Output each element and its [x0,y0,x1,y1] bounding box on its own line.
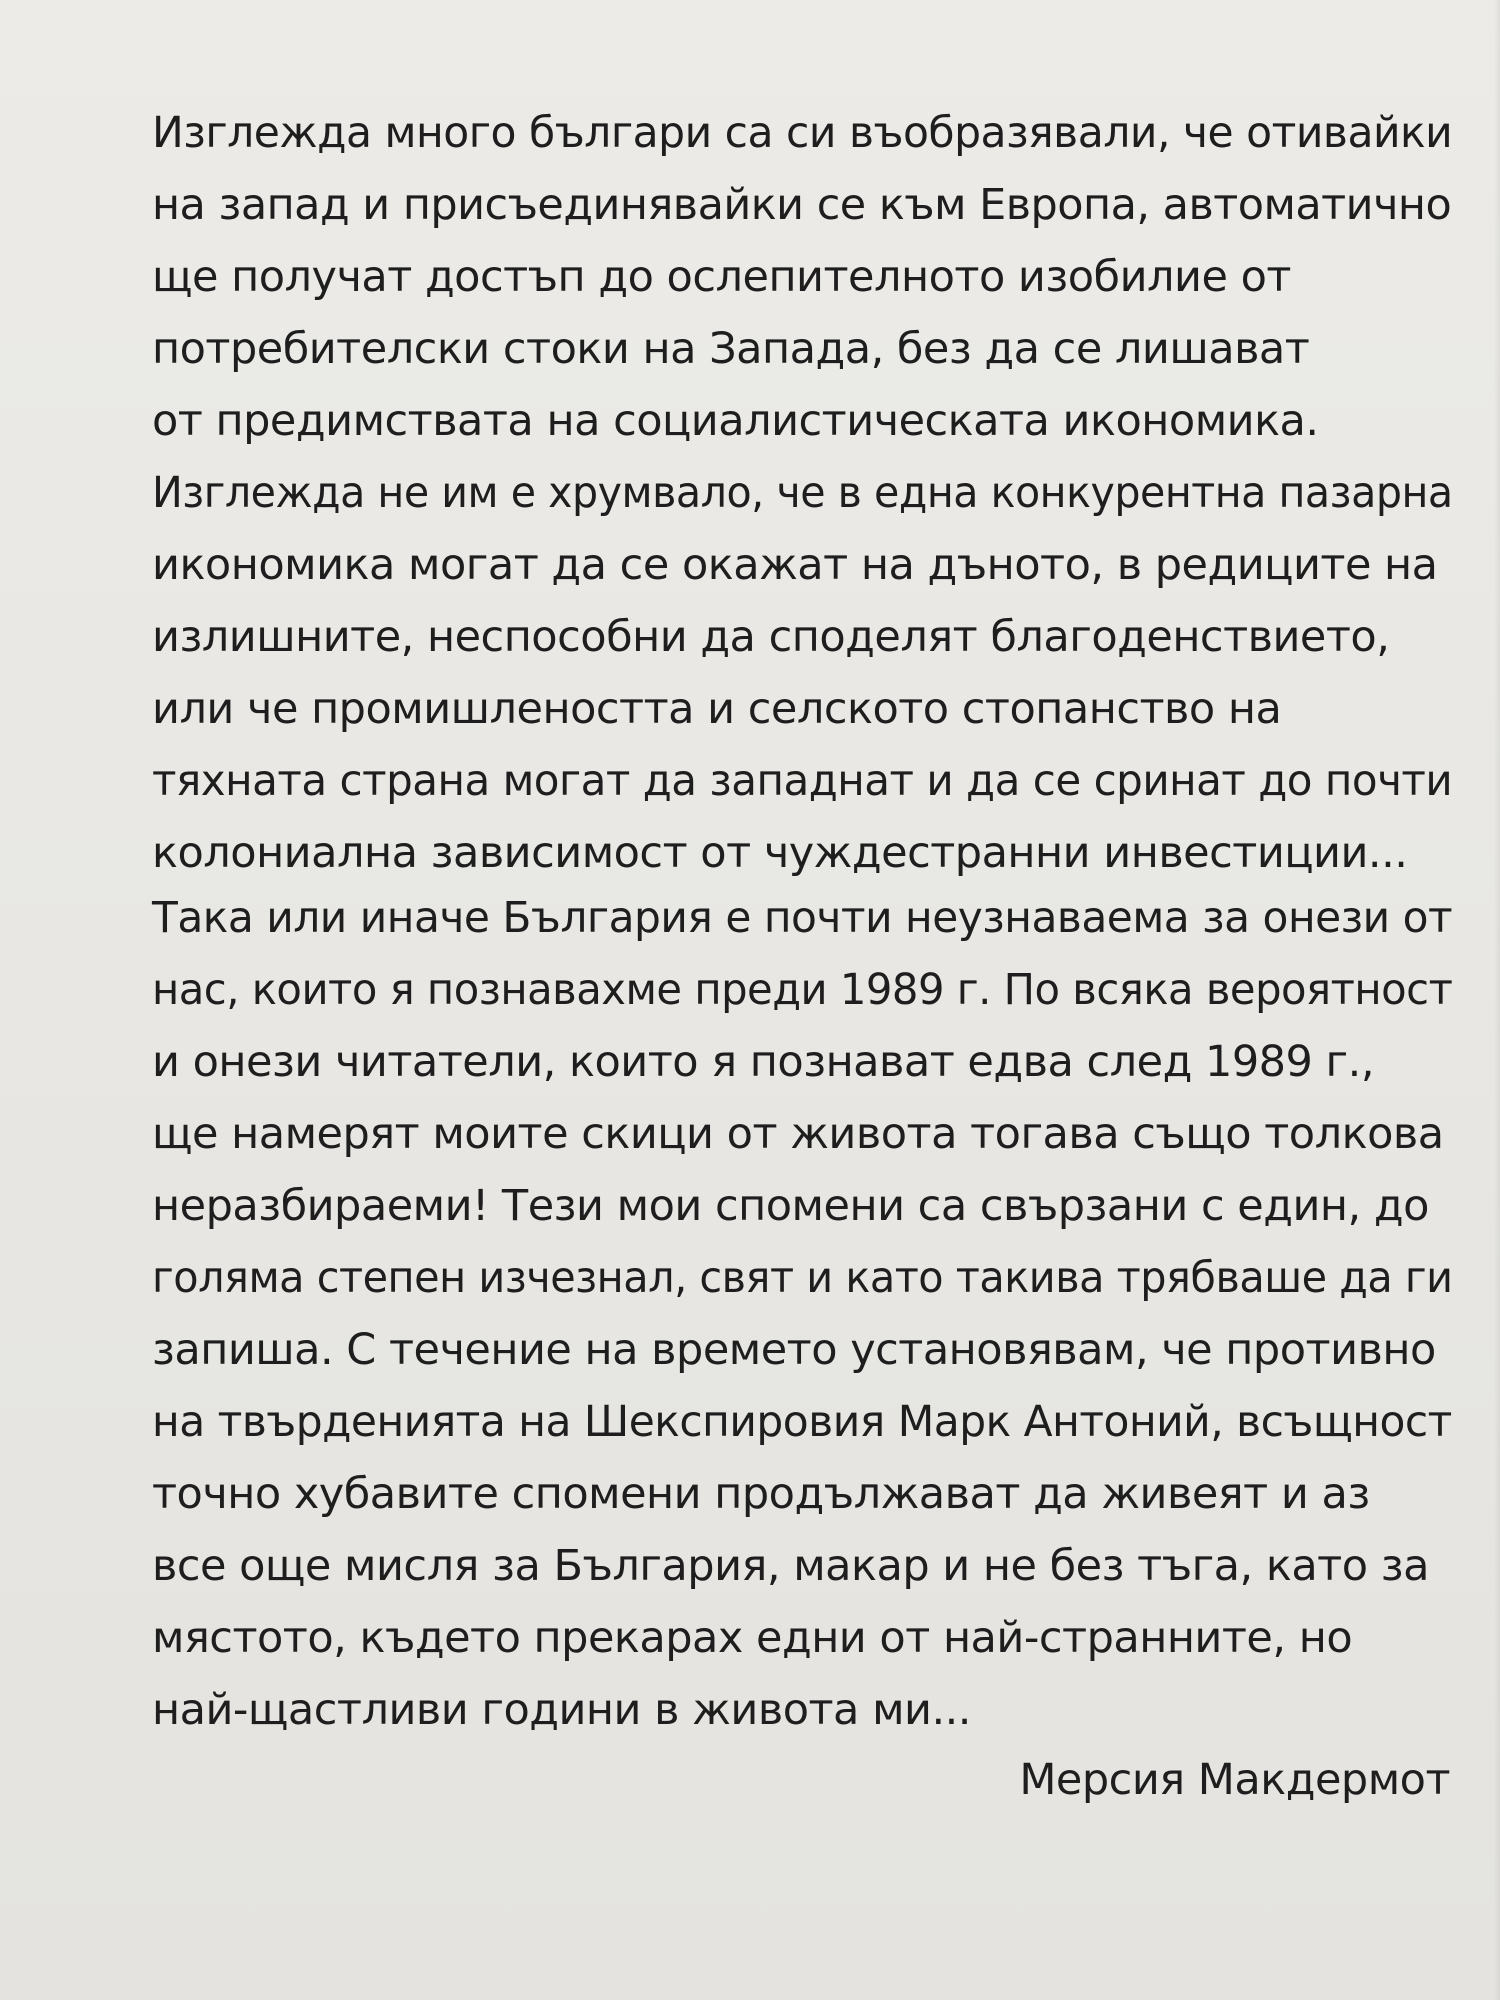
text-line: от предимствата на социалистическата икономика. [152,396,1319,446]
text-line: мястото, където прекарах едни от най-странните, но [152,1613,1353,1663]
author-signature: Мерсия Макдермот [1019,1755,1450,1805]
text-line: нас, които я познавахме преди 1989 г. По всяка вероятност [152,965,1453,1015]
page-edge-shadow [1494,0,1500,2000]
text-line: излишните, неспособни да споделят благоденствието, [152,612,1390,662]
text-line: неразбираеми! Тези мои спомени са свързани с един, до [152,1181,1429,1231]
text-line: Така или иначе България е почти неузнаваема за онези от [152,893,1453,943]
text-line: точно хубавите спомени продължават да живеят и аз [152,1469,1370,1519]
text-line: ще намерят моите скици от живота тогава също толкова [152,1109,1444,1159]
text-line: Изглежда не им е хрумвало, че в една конкурентна пазарна [152,468,1453,518]
text-line: ще получат достъп до ослепителното изобилие от [152,252,1291,302]
text-line: потребителски стоки на Запада, без да се лишават [152,324,1310,374]
paragraph-2 [152,882,1452,1746]
text-line: запиша. С течение на времето установявам, че противно [152,1325,1436,1375]
paragraph-1 [152,97,1452,889]
text-line: и онези читатели, които я познават едва след 1989 г., [152,1037,1374,1087]
text-line: или че промишлеността и селското стопанство на [152,684,1282,734]
text-line: голяма степен изчезнал, свят и като такива трябваше да ги [152,1253,1453,1303]
text-line: на твърденията на Шекспировия Марк Антоний, всъщност [152,1397,1452,1447]
text-line: Изглежда много българи са си въобразявали, че отивайки [152,108,1453,158]
text-line: икономика могат да се окажат на дъното, в редиците на [152,540,1438,590]
text-line: колониална зависимост от чуждестранни инвестиции... [152,828,1408,878]
text-line: тяхната страна могат да западнат и да се сринат до почти [152,756,1453,806]
text-line: все още мисля за България, макар и не без тъга, като за [152,1541,1429,1591]
text-line: на запад и присъединявайки се към Европа, автоматично [152,180,1452,230]
text-line: най-щастливи години в живота ми... [152,1685,971,1735]
